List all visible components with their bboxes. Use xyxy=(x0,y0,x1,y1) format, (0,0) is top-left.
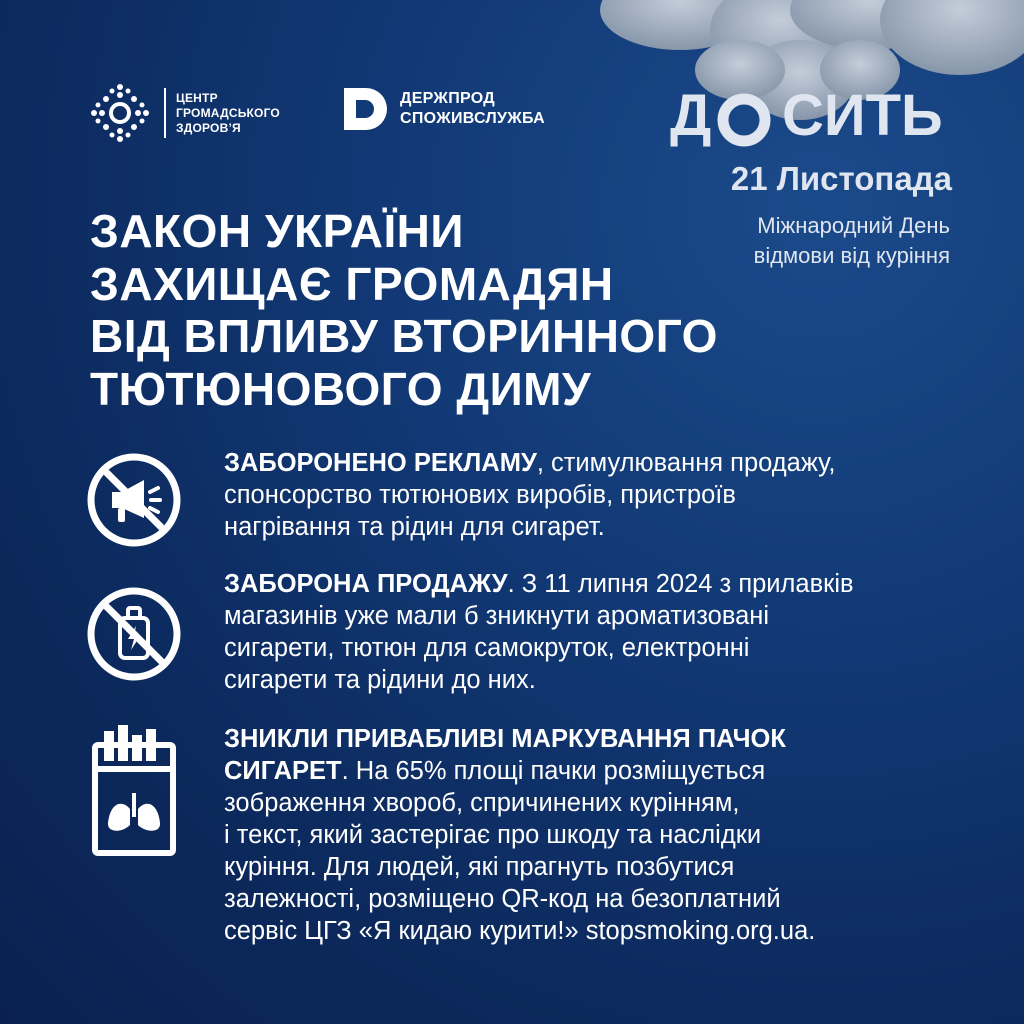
brand-letter-d: Д xyxy=(670,83,712,148)
dps-logo xyxy=(342,86,545,132)
item3-line-5: куріння. Для людей, які прагнуть позбутися xyxy=(224,853,735,881)
dps-line-2: СПОЖИВСЛУЖБА xyxy=(400,110,546,127)
item3-line-4: і текст, який застерігає про шкоду та наслідки xyxy=(224,821,762,849)
item1-line-3: нагрівання та рідин для сигарет. xyxy=(224,513,605,541)
page-headline xyxy=(90,205,770,415)
list-item-advertising xyxy=(224,447,835,543)
item1-bold: ЗАБОРОНЕНО РЕКЛАМУ xyxy=(224,449,537,477)
event-date: 21 Листопада xyxy=(730,160,952,197)
cigarette-pack-icon xyxy=(92,725,176,857)
list-item-sales-ban xyxy=(224,568,854,696)
headline-line-1: ЗАКОН УКРАЇНИ xyxy=(90,205,464,257)
cgz-line-3: ЗДОРОВ’Я xyxy=(176,120,241,135)
logo-divider xyxy=(164,88,166,138)
item1-line-1: , стимулювання продажу, xyxy=(536,449,836,477)
cgz-logo xyxy=(86,80,286,146)
item3-line-3: зображення хвороб, спричинених курінням, xyxy=(224,789,740,817)
event-subtitle-line-1: Міжнародний День xyxy=(757,213,950,238)
cgz-dots-icon xyxy=(86,79,154,147)
dps-line-1: ДЕРЖПРОД xyxy=(400,90,495,107)
item2-line-1: . З 11 липня 2024 з прилавків xyxy=(507,570,854,598)
headline-line-3: ВІД ВПЛИВУ ВТОРИННОГО xyxy=(90,310,718,362)
item3-line-6: залежності, розміщено QR-код на безоплатний xyxy=(224,885,781,913)
dps-logo-text xyxy=(400,89,545,129)
item2-line-2: магазинів уже мали б зникнути ароматизовані xyxy=(224,602,770,630)
no-vape-icon xyxy=(86,586,182,682)
dps-d-icon xyxy=(342,86,388,132)
brand-word-rest: СИТЬ xyxy=(782,83,943,148)
cgz-line-1: ЦЕНТР xyxy=(176,90,218,105)
cgz-line-2: ГРОМАДСЬКОГО xyxy=(176,105,280,120)
brand-ring-icon xyxy=(714,92,774,148)
no-advertising-icon xyxy=(86,452,182,548)
headline-line-4: ТЮТЮНОВОГО ДИМУ xyxy=(90,362,592,415)
item2-line-3: сигарети, тютюн для самокруток, електронні xyxy=(224,634,750,662)
item2-line-4: сигарети та рідини до них. xyxy=(224,666,536,694)
list-item-pack-labeling xyxy=(224,723,815,947)
item3-bold-line-2: СИГАРЕТ xyxy=(224,757,342,785)
item2-bold: ЗАБОРОНА ПРОДАЖУ xyxy=(224,570,508,598)
headline-line-2: ЗАХИЩАЄ ГРОМАДЯН xyxy=(90,257,614,310)
item1-line-2: спонсорство тютюнових виробів, пристроїв xyxy=(224,481,736,509)
cgz-logo-text xyxy=(176,91,280,136)
item3-line-7: сервіс ЦГЗ «Я кидаю курити!» stopsmoking.org.ua. xyxy=(224,917,816,945)
item3-line-2: . На 65% площі пачки розміщується xyxy=(341,757,766,785)
event-subtitle-line-2: відмови від куріння xyxy=(753,243,950,268)
item3-bold-line-1: ЗНИКЛИ ПРИВАБЛИВІ МАРКУВАННЯ ПАЧОК xyxy=(224,725,786,753)
campaign-brand xyxy=(670,78,960,150)
